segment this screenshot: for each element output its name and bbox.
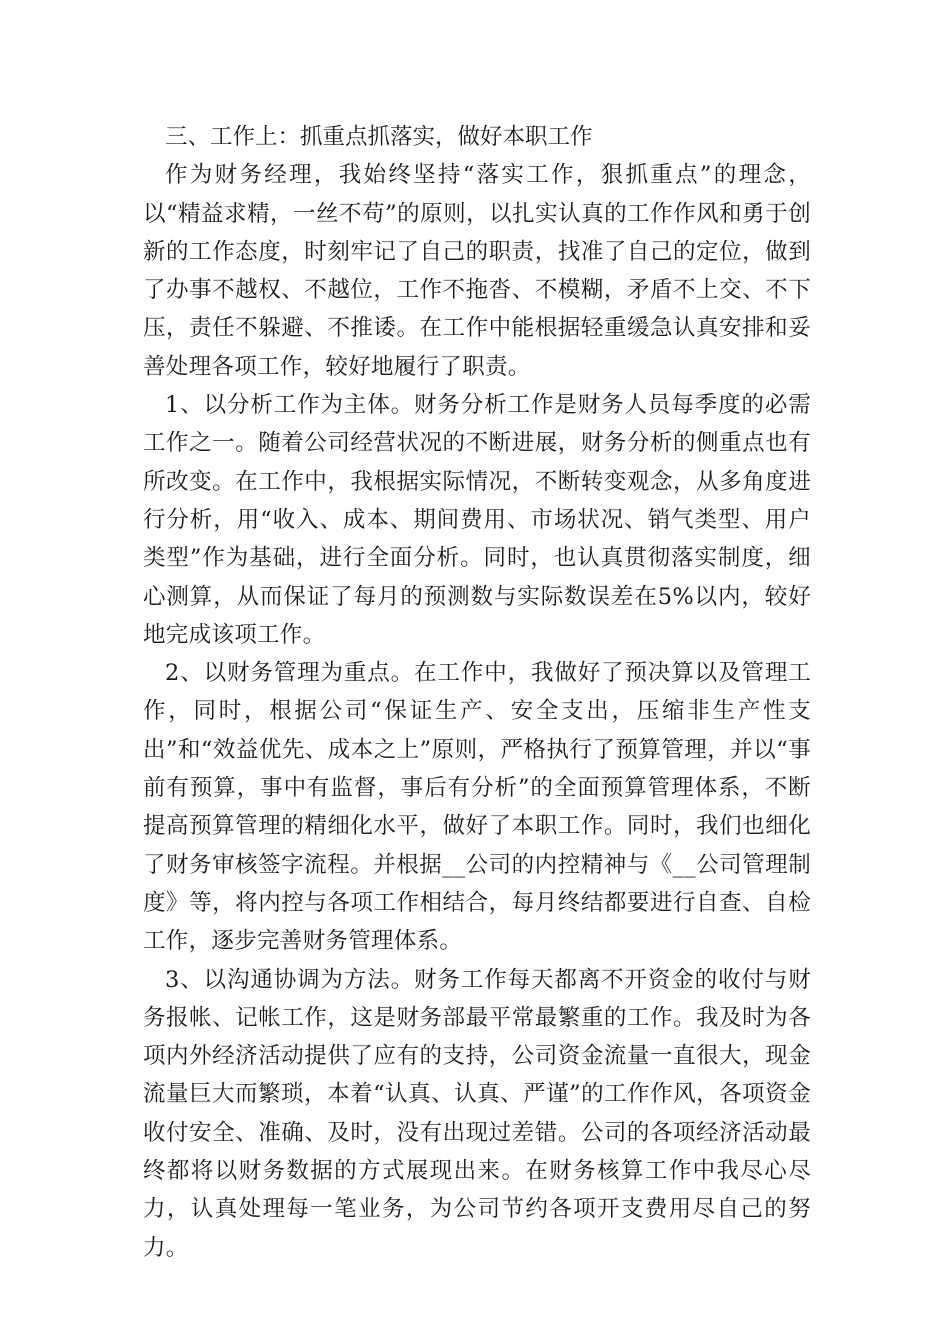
section-heading: 三、工作上：抓重点抓落实，做好本职工作 (165, 124, 593, 150)
paragraph-management: 2、以财务管理为重点。在工作中，我做好了预决算以及管理工作，同时，根据公司“保证生产、安全支出，压缩非生产性支出”和“效益优先、成本之上”原则，严格执行了预算管理，并以“事前有预算，事中有监督，事后有分析”的全面预算管理体系，不断提高预算管理的精细化水平，做好了本职工作。同时，我们也细化了财务审核签字流程。并根据__公司的内控精神与《__公司管理制度》等，将内控与各项工作相结合，每月终结都要进行自查、自检工作，逐步完善财务管理体系。 (143, 660, 811, 955)
paragraph-communication: 3、以沟通协调为方法。财务工作每天都离不开资金的收付与财务报帐、记帐工作，这是财务部最平常最繁重的工作。我及时为各项内外经济活动提供了应有的支持，公司资金流量一直很大，现金流量巨大而繁琐，本着“认真、认真、严谨”的工作作风，各项资金收付安全、准确、及时，没有出现过差错。公司的各项经济活动最终都将以财务数据的方式展现出来。在财务核算工作中我尽心尽力，认真处理每一笔业务，为公司节约各项开支费用尽自己的努力。 (143, 966, 811, 1261)
paragraph-intro: 作为财务经理，我始终坚持“落实工作，狠抓重点”的理念，以“精益求精，一丝不苟”的原则，以扎实认真的工作作风和勇于创新的工作态度，时刻牢记了自己的职责，找准了自己的定位，做到了办事不越权、不越位，工作不拖沓、不模糊，矛盾不上交、不下压，责任不躲避、不推诿。在工作中能根据轻重缓急认真安排和妥善处理各项工作，较好地履行了职责。 (143, 162, 811, 380)
document-body (143, 118, 811, 1267)
paragraph-analysis: 1、以分析工作为主体。财务分析工作是财务人员每季度的必需工作之一。随着公司经营状况的不断进展，财务分析的侧重点也有所改变。在工作中，我根据实际情况，不断转变观念，从多角度进行分析，用“收入、成本、期间费用、市场状况、销气类型、用户类型”作为基础，进行全面分析。同时，也认真贯彻落实制度，细心测算，从而保证了每月的预测数与实际数误差在5%以内，较好地完成该项工作。 (143, 392, 811, 648)
